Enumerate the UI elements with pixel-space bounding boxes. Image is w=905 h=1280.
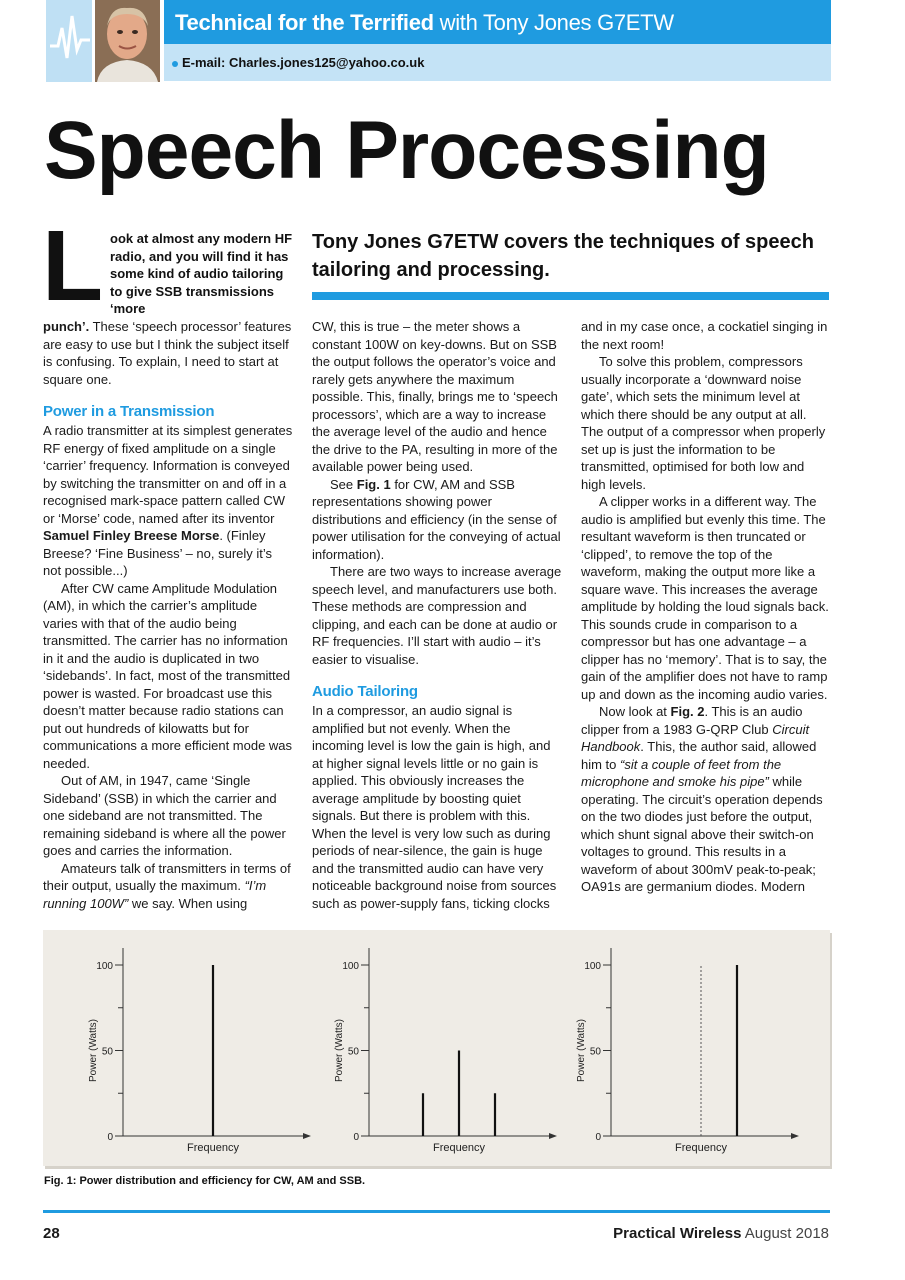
- subheading-audio: Audio Tailoring: [312, 683, 418, 700]
- paragraph: After CW came Amplitude Modulation (AM), in which the carrier’s amplitude varies with that of the audio being transmitted. The carrier has no information in it and the audio is duplicated in two ‘sidebands’. In fact, most of the transmitted power is wasted. For broadcast use this doesn’t matter because radio stations can put out hundreds of kilowatts but for communications a more efficient mode was needed.: [43, 580, 293, 771]
- paragraph: Out of AM, in 1947, came ‘Single Sideband’ (SSB) in which the carrier and one sideband are not transmitted. The remaining sideband is where all the power goes and carries the information.: [43, 773, 286, 858]
- footer-rule: [43, 1210, 830, 1213]
- y-tick-label: 100: [96, 961, 113, 972]
- article-title: Speech Processing: [44, 105, 769, 196]
- paragraph: Now look at Fig. 2. This is an audio clipper from a 1983 G-QRP Club Circuit Handbook. This, the author said, allowed him to “sit a couple of feet from the microphone and smoke his pipe” while operating. The circuit’s operation depends on the two diodes just before the output, which shunt signal above their switch-on voltages to ground. This results in a waveform of about 300mV peak-to-peak; OA91s are germanium diodes. Modern: [581, 704, 823, 894]
- paragraph: CW, this is true – the meter shows a constant 100W on key-downs. But on SSB the output follows the operator’s voice and rarely gets anywhere the maximum possible. This, finally, brings me to ‘speech processors’, which are a way to increase the average level of the audio and hence the drive to the PA, resulting in more of the available power being used.: [312, 319, 558, 474]
- header-subbanner: [164, 44, 831, 81]
- paragraph: A clipper works in a different way. The audio is amplified but evenly this time. The resultant waveform is then truncated or ‘clipped’, to remove the top of the waveform, making the output more like a square wave. This increases the average amplitude by holding the loud signals back. This sounds crude in comparison to a compressor but has one advantage – a clipper has no ‘memory’. That is to say, the gain of the amplifier does not have to ramp up and down as the incoming audio varies.: [581, 494, 829, 702]
- x-axis-arrow-icon: [549, 1133, 557, 1139]
- x-axis-arrow-icon: [303, 1133, 311, 1139]
- paragraph: There are two ways to increase average speech level, and manufacturers use both. These methods are compression and clipping, and each can be done at audio or RF frequencies. I’ll start with audio – it’s easier to visualise.: [312, 564, 562, 667]
- y-tick-label: 100: [342, 961, 359, 972]
- header-logo-icon: [46, 0, 92, 82]
- x-axis-arrow-icon: [791, 1133, 799, 1139]
- x-axis-label: Frequency: [187, 1142, 239, 1154]
- y-axis-label: Power (Watts): [88, 1019, 99, 1082]
- paragraph: In a compressor, an audio signal is amplified but not evenly. When the incoming level is low the gain is high, and at higher signal levels little or no gain is applied. This obviously increases the average amplitude by boosting quiet signals. But there is problem with this. When the level is very low such as during periods of near-silence, the gain is huge and the transmitted audio can have very noticeable background noise from sources such as power-supply fans, ticking clocks: [312, 703, 557, 911]
- paragraph: Amateurs talk of transmitters in terms of their output, usually the maximum. “I’m running 100W” we say. When using: [43, 860, 291, 911]
- paragraph: A radio transmitter at its simplest generates RF energy of fixed amplitude on a single ‘carrier’ frequency. Information is conveyed by switching the transmitter on and off in a recognised mark-space pattern called CW or ‘Morse’ code, named after its inventor Samuel Finley Breese Morse. (Finley Breese? ‘Fine Business’ – no, surely it’s not possible...): [43, 423, 293, 578]
- y-tick-label: 0: [595, 1132, 601, 1143]
- x-axis-label: Frequency: [433, 1142, 485, 1154]
- author-email: E-mail: Charles.jones125@yahoo.co.uk: [172, 55, 424, 70]
- drop-cap: L: [42, 210, 104, 322]
- standfirst: Tony Jones G7ETW covers the techniques of speech tailoring and processing.: [312, 231, 814, 281]
- header-banner: [164, 0, 831, 44]
- subheading-power: Power in a Transmission: [43, 403, 215, 420]
- standfirst-rule: [312, 292, 829, 300]
- intro-text: ook at almost any modern HF radio, and you will find it has some kind of audio tailoring to give SSB transmissions ‘more: [110, 231, 293, 316]
- column-title: Technical for the Terrified with Tony Jones G7ETW: [175, 10, 674, 35]
- column-3: [581, 318, 831, 896]
- page-number: 28: [43, 1225, 60, 1242]
- y-tick-label: 0: [107, 1132, 113, 1143]
- paragraph: and in my case once, a cockatiel singing in the next room!: [581, 319, 828, 352]
- column-2: [312, 318, 562, 912]
- y-tick-label: 50: [347, 1046, 359, 1058]
- figure-1-charts: [43, 930, 830, 1166]
- paragraph: See Fig. 1 for CW, AM and SSB representations showing power distributions and efficiency (in the sense of power utilisation for the conveying of actual information).: [312, 476, 561, 562]
- figure-1: [43, 930, 830, 1166]
- figure-caption: Fig. 1: Power distribution and efficiency for CW, AM and SSB.: [44, 1175, 366, 1187]
- y-axis-label: Power (Watts): [334, 1019, 345, 1082]
- column-1: [43, 318, 293, 912]
- y-axis-label: Power (Watts): [576, 1019, 587, 1082]
- y-tick-label: 0: [353, 1132, 359, 1143]
- x-axis-label: Frequency: [675, 1142, 727, 1154]
- y-tick-label: 50: [589, 1046, 601, 1058]
- author-photo: [95, 0, 160, 82]
- magazine-name: Practical Wireless August 2018: [613, 1225, 829, 1242]
- bullet-icon: [172, 61, 178, 67]
- paragraph: To solve this problem, compressors usually incorporate a ‘downward noise gate’, which sets the minimum level at which there should be any output at all. The output of a compressor when properly set up is just the information to be transmitted, optimised for both low and high levels.: [581, 354, 826, 492]
- y-tick-label: 100: [584, 961, 601, 972]
- paragraph: punch’. These ‘speech processor’ features are easy to use but I think the subject itself is confusing. To explain, I need to start at square one.: [43, 319, 292, 387]
- y-tick-label: 50: [101, 1046, 113, 1058]
